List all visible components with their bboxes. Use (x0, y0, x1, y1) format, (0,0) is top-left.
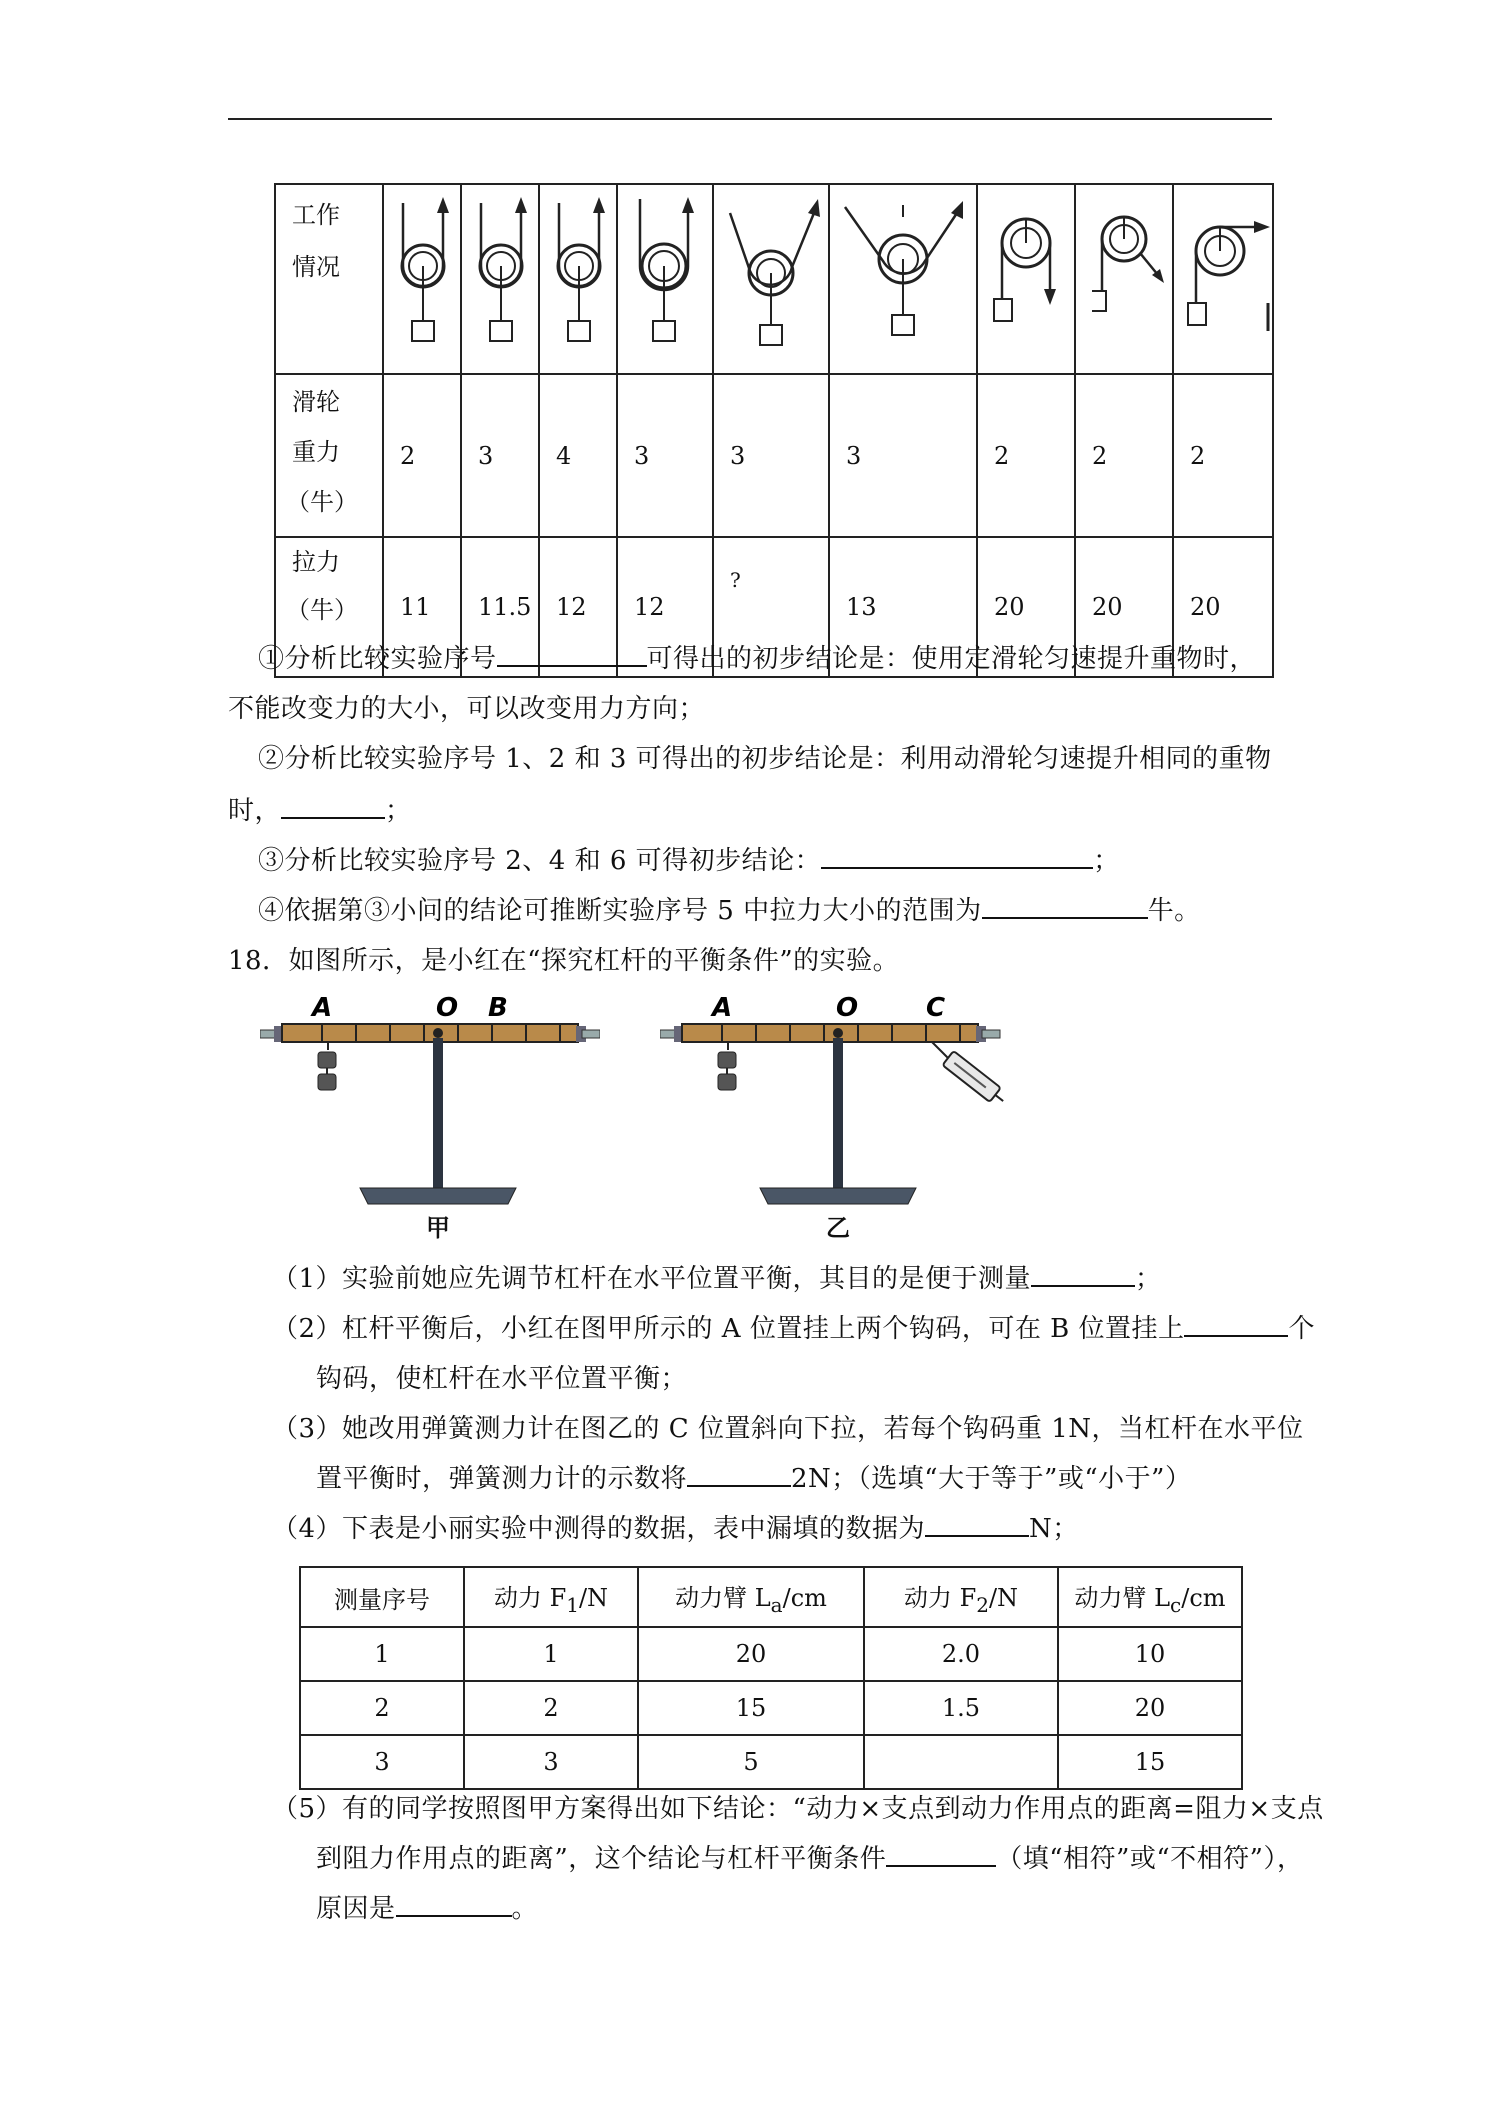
pulley-table (274, 183, 1274, 678)
table-header-cell: 动力臂 $L_a/cm$ (638, 1567, 864, 1627)
svg-text:C: C (926, 993, 946, 1023)
fixed-pulley-horizontal-icon (1176, 191, 1270, 361)
pulley-cell-8 (1075, 184, 1173, 374)
fixed-pulley-side-icon (980, 191, 1072, 361)
lever-figure-yi (660, 990, 1020, 1230)
pulley-cell-9 (1173, 184, 1273, 374)
table-cell: 3 (464, 1735, 638, 1789)
row-header-pull-force: 拉力 （牛） (275, 537, 383, 677)
pulley-cell-1 (383, 184, 461, 374)
weight-cell: 2 (1075, 374, 1173, 537)
q18-part4: （4）下表是小丽实验中测得的数据，表中漏填的数据为 N； (272, 1508, 1079, 1545)
table-cell: 1 (300, 1627, 464, 1681)
fixed-pulley-diagonal-icon (1078, 191, 1170, 361)
q18-intro: 18．如图所示，是小红在“探究杠杆的平衡条件”的实验。 (228, 946, 900, 976)
table-cell: 5 (638, 1735, 864, 1789)
header-rule (228, 118, 1272, 120)
table-row (300, 1681, 1242, 1735)
q18-part3-line1: （3）她改用弹簧测力计在图乙的 C 位置斜向下拉，若每个钩码重 1N，当杠杆在水平位 (272, 1414, 1304, 1444)
pulley-cell-5 (713, 184, 829, 374)
row-header-working: 工作 情况 (275, 184, 383, 374)
answer-blank[interactable] (925, 1511, 1029, 1537)
answer-blank[interactable] (1031, 1261, 1135, 1287)
table-cell: 15 (1058, 1735, 1242, 1789)
pulley-cell-4 (617, 184, 713, 374)
table-header-row (300, 1567, 1242, 1627)
svg-text:O: O (436, 993, 459, 1023)
svg-text:A: A (312, 993, 333, 1023)
force-cell: ? (713, 537, 829, 677)
table-cell: 20 (638, 1627, 864, 1681)
pulley-cell-6 (829, 184, 977, 374)
q18-part2-line2: 钩码，使杠杆在水平位置平衡； (316, 1364, 688, 1394)
svg-text:A: A (712, 993, 733, 1023)
movable-pulley-icon (620, 191, 710, 361)
figure-caption-yi: 乙 (826, 1214, 850, 1242)
table-row (300, 1627, 1242, 1681)
answer-blank[interactable] (821, 843, 1093, 869)
q18-part5-line3: 原因是 。 (316, 1888, 538, 1925)
weight-cell: 2 (1173, 374, 1273, 537)
weight-cell: 3 (713, 374, 829, 537)
answer-blank[interactable] (982, 893, 1148, 919)
svg-text:O: O (836, 993, 859, 1023)
table-cell: 1 (464, 1627, 638, 1681)
answer-blank[interactable] (396, 1891, 512, 1917)
q17-part3: ③分析比较实验序号 2、4 和 6 可得初步结论： ； (258, 840, 1120, 877)
table-row-working (275, 184, 1273, 374)
answer-blank[interactable] (1184, 1311, 1288, 1337)
svg-text:B: B (488, 993, 508, 1023)
row-header-pulley-weight: 滑轮 重力 （牛） (275, 374, 383, 537)
lever-figure-jia (260, 990, 600, 1230)
q18-part1: （1）实验前她应先调节杠杆在水平位置平衡，其目的是便于测量 ； (272, 1258, 1162, 1295)
force-cell: 12 (617, 537, 713, 677)
fixed-pulley-icon (385, 191, 459, 361)
table-cell: 3 (300, 1735, 464, 1789)
q17-part2-line2: 时， ； (228, 790, 412, 827)
q18-part3-line2: 置平衡时，弹簧测力计的示数将 2N；（选填“大于等于”或“小于”） (316, 1458, 1191, 1495)
force-cell: 20 (1075, 537, 1173, 677)
answer-blank[interactable] (281, 793, 385, 819)
q17-part1-line1: ①分析比较实验序号 可得出的初步结论是：使用定滑轮匀速提升重物时， (258, 638, 1256, 675)
answer-blank[interactable] (687, 1461, 791, 1487)
table-cell: 2 (464, 1681, 638, 1735)
table-header-cell: 动力 $F_2/N$ (864, 1567, 1058, 1627)
force-cell: 11.5 (461, 537, 539, 677)
q17-part1-line2: 不能改变力的大小，可以改变用力方向； (228, 694, 706, 724)
table-row-pulley-weight (275, 374, 1273, 537)
q17-part4: ④依据第③小问的结论可推断实验序号 5 中拉力大小的范围为 牛。 (258, 890, 1201, 927)
movable-pulley-angled-icon (716, 191, 826, 361)
force-cell: 20 (977, 537, 1075, 677)
table-cell: 10 (1058, 1627, 1242, 1681)
table-cell-missing[interactable] (864, 1735, 1058, 1789)
table-cell: 2 (300, 1681, 464, 1735)
table-row (300, 1735, 1242, 1789)
fixed-pulley-icon (541, 191, 615, 361)
force-cell: 20 (1173, 537, 1273, 677)
spring-scale-icon (932, 1042, 1009, 1108)
q18-part5-line2: 到阻力作用点的距离”，这个结论与杠杆平衡条件 （填“相符”或“不相符”）， (316, 1838, 1303, 1875)
table-header-cell: 测量序号 (300, 1567, 464, 1627)
movable-pulley-wide-icon (833, 191, 973, 361)
table-cell: 20 (1058, 1681, 1242, 1735)
table-cell: 2.0 (864, 1627, 1058, 1681)
q18-part5-line1: （5）有的同学按照图甲方案得出如下结论：“动力×支点到动力作用点的距离=阻力×支点 (272, 1794, 1324, 1824)
force-cell: 13 (829, 537, 977, 677)
pulley-cell-3 (539, 184, 617, 374)
figure-caption-jia: 甲 (426, 1214, 450, 1242)
force-cell: 11 (383, 537, 461, 677)
pulley-cell-7 (977, 184, 1075, 374)
lever-data-table (299, 1566, 1243, 1790)
q18-part2-line1: （2）杠杆平衡后，小红在图甲所示的 A 位置挂上两个钩码，可在 B 位置挂上 个 (272, 1308, 1315, 1345)
answer-blank[interactable] (497, 641, 647, 667)
weight-cell: 3 (617, 374, 713, 537)
weight-cell: 4 (539, 374, 617, 537)
answer-blank[interactable] (886, 1841, 996, 1867)
table-cell: 1.5 (864, 1681, 1058, 1735)
weight-cell: 2 (977, 374, 1075, 537)
q17-part2-line1: ②分析比较实验序号 1、2 和 3 可得出的初步结论是：利用动滑轮匀速提升相同的重物 (258, 744, 1272, 774)
weight-cell: 3 (461, 374, 539, 537)
force-cell: 12 (539, 537, 617, 677)
weight-cell: 3 (829, 374, 977, 537)
weight-cell: 2 (383, 374, 461, 537)
table-header-cell: 动力臂 $L_c/cm$ (1058, 1567, 1242, 1627)
table-header-cell: 动力 $F_1/N$ (464, 1567, 638, 1627)
table-cell: 15 (638, 1681, 864, 1735)
fixed-pulley-icon (463, 191, 537, 361)
pulley-cell-2 (461, 184, 539, 374)
